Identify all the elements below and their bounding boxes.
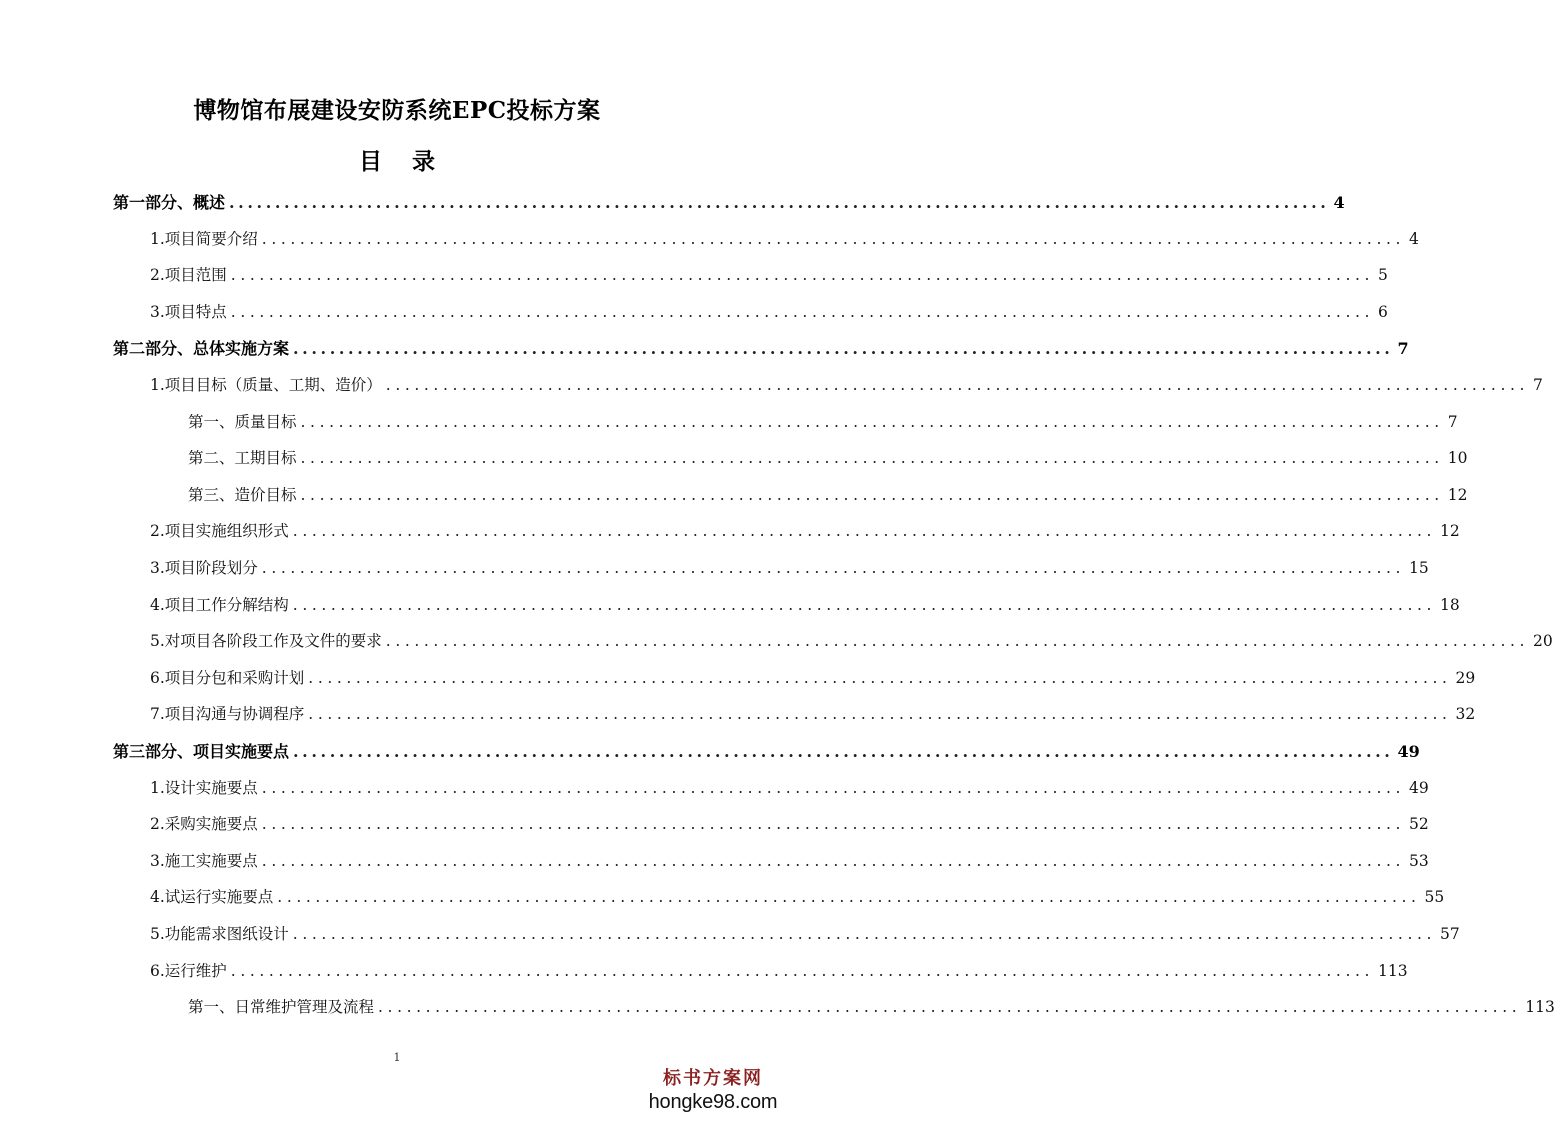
toc-dot-leader: ........................................................................................................................ (229, 193, 1330, 212)
toc-entry-label: 1.项目目标（质量、工期、造价） (150, 376, 382, 394)
toc-entry-page: 10 (1447, 449, 1468, 467)
toc-entry[interactable] (150, 849, 1429, 873)
toc-entry-label: 3.项目阶段划分 (150, 559, 258, 577)
toc-entry-page: 20 (1533, 632, 1553, 650)
toc-entry-page: 12 (1447, 486, 1468, 504)
toc-entry[interactable] (188, 483, 1468, 507)
toc-entry-label: 5.功能需求图纸设计 (150, 925, 289, 943)
toc-entry-label: 4.试运行实施要点 (150, 888, 274, 906)
toc-heading: 目录 (359, 148, 465, 175)
toc-entry-page: 29 (1455, 669, 1476, 687)
toc-dot-leader: ........................................................................................................................ (385, 376, 1530, 394)
toc-entry-page: 7 (1397, 339, 1409, 358)
toc-entry-label: 第二、工期目标 (188, 449, 297, 467)
toc-dot-leader: ........................................................................................................................ (385, 632, 1530, 650)
toc-entry-page: 53 (1409, 852, 1429, 870)
toc-dot-leader: ........................................................................................................................ (300, 486, 1444, 504)
toc-entry-label: 1.设计实施要点 (150, 779, 258, 797)
toc-dot-leader: ........................................................................................................................ (261, 779, 1406, 797)
toc-entry-label: 2.项目实施组织形式 (150, 522, 289, 540)
toc-entry-label: 2.采购实施要点 (150, 815, 258, 833)
toc-entry-page: 5 (1378, 266, 1388, 284)
toc-entry[interactable] (150, 263, 1388, 287)
toc-entry[interactable] (150, 300, 1388, 324)
toc-entry-label: 6.项目分包和采购计划 (150, 669, 305, 687)
toc-dot-leader: ........................................................................................................................ (261, 852, 1406, 870)
toc-dot-leader: ........................................................................................................................ (292, 596, 1437, 614)
toc-entry-page: 12 (1440, 522, 1460, 540)
toc-entry-label: 3.施工实施要点 (150, 852, 258, 870)
toc-entry[interactable] (113, 190, 1345, 214)
toc-entry-label: 第三、造价目标 (188, 486, 297, 504)
toc-dot-leader: ........................................................................................................................ (230, 303, 1375, 321)
toc-entry[interactable] (150, 519, 1460, 543)
toc-entry-page: 113 (1378, 962, 1408, 980)
toc-dot-leader: ........................................................................................................................ (230, 962, 1375, 980)
document-title: 博物馆布展建设安防系统EPC投标方案 (193, 97, 601, 124)
toc-entry[interactable] (150, 593, 1460, 617)
toc-entry-label: 4.项目工作分解结构 (150, 596, 289, 614)
toc-entry-page: 52 (1409, 815, 1429, 833)
watermark-site-name: 标书方案网 (663, 1068, 763, 1089)
toc-entry-page: 18 (1440, 596, 1460, 614)
toc-entry[interactable] (150, 885, 1445, 909)
toc-entry-page: 49 (1409, 779, 1429, 797)
toc-dot-leader: ........................................................................................................................ (300, 413, 1444, 431)
toc-entry-page: 7 (1533, 376, 1543, 394)
toc-entry-label: 第一、日常维护管理及流程 (188, 998, 375, 1016)
toc-dot-leader: ........................................................................................................................ (300, 449, 1444, 467)
toc-entry-page: 4 (1333, 193, 1345, 212)
toc-entry-page: 15 (1409, 559, 1429, 577)
toc-entry-page: 7 (1447, 413, 1458, 431)
toc-entry-label: 1.项目简要介绍 (150, 230, 258, 248)
toc-entry-page: 4 (1409, 230, 1419, 248)
toc-entry-page: 32 (1455, 705, 1476, 723)
toc-entry[interactable] (150, 373, 1543, 397)
toc-entry[interactable] (150, 666, 1476, 690)
toc-entry[interactable] (150, 556, 1429, 580)
toc-dot-leader: ........................................................................................................................ (292, 522, 1437, 540)
toc-entry-label: 3.项目特点 (150, 303, 227, 321)
toc-dot-leader: ........................................................................................................................ (261, 815, 1406, 833)
toc-dot-leader: ........................................................................................................................ (293, 339, 1394, 358)
toc-entry[interactable] (150, 629, 1553, 653)
toc-entry[interactable] (113, 336, 1409, 360)
toc-entry[interactable] (188, 446, 1468, 470)
toc-entry-label: 第二部分、总体实施方案 (113, 339, 290, 358)
toc-entry[interactable] (150, 702, 1476, 726)
toc-dot-leader: ........................................................................................................................ (308, 705, 1452, 723)
toc-entry[interactable] (150, 227, 1419, 251)
toc-entry-label: 6.运行维护 (150, 962, 227, 980)
toc-entry-label: 第一、质量目标 (188, 413, 297, 431)
toc-dot-leader: ........................................................................................................................ (261, 559, 1406, 577)
toc-entry-page: 55 (1424, 888, 1445, 906)
watermark-url: hongke98.com (648, 1091, 778, 1113)
toc-dot-leader: ........................................................................................................................ (378, 998, 1522, 1016)
toc-entry-page: 113 (1525, 998, 1555, 1016)
toc-dot-leader: ........................................................................................................................ (230, 266, 1375, 284)
toc-dot-leader: ........................................................................................................................ (292, 925, 1437, 943)
toc-entry[interactable] (188, 410, 1458, 434)
toc-entry-page: 57 (1440, 925, 1460, 943)
toc-dot-leader: ........................................................................................................................ (293, 742, 1394, 761)
toc-entry[interactable] (150, 922, 1460, 946)
page-number: 1 (393, 1051, 401, 1064)
toc-entry[interactable] (150, 959, 1408, 983)
toc-entry-label: 2.项目范围 (150, 266, 227, 284)
toc-entry-page: 6 (1378, 303, 1388, 321)
toc-dot-leader: ........................................................................................................................ (277, 888, 1421, 906)
watermark (638, 1068, 788, 1114)
toc-entry-label: 第一部分、概述 (113, 193, 226, 212)
toc-dot-leader: ........................................................................................................................ (308, 669, 1452, 687)
toc-entry-label: 第三部分、项目实施要点 (113, 742, 290, 761)
toc-entry[interactable] (113, 739, 1420, 763)
toc-entry[interactable] (150, 812, 1429, 836)
toc-entry-page: 49 (1397, 742, 1420, 761)
toc-entry[interactable] (150, 776, 1429, 800)
toc-dot-leader: ........................................................................................................................ (261, 230, 1406, 248)
toc-entry[interactable] (188, 995, 1555, 1019)
toc-entry-label: 7.项目沟通与协调程序 (150, 705, 305, 723)
toc-entry-label: 5.对项目各阶段工作及文件的要求 (150, 632, 382, 650)
